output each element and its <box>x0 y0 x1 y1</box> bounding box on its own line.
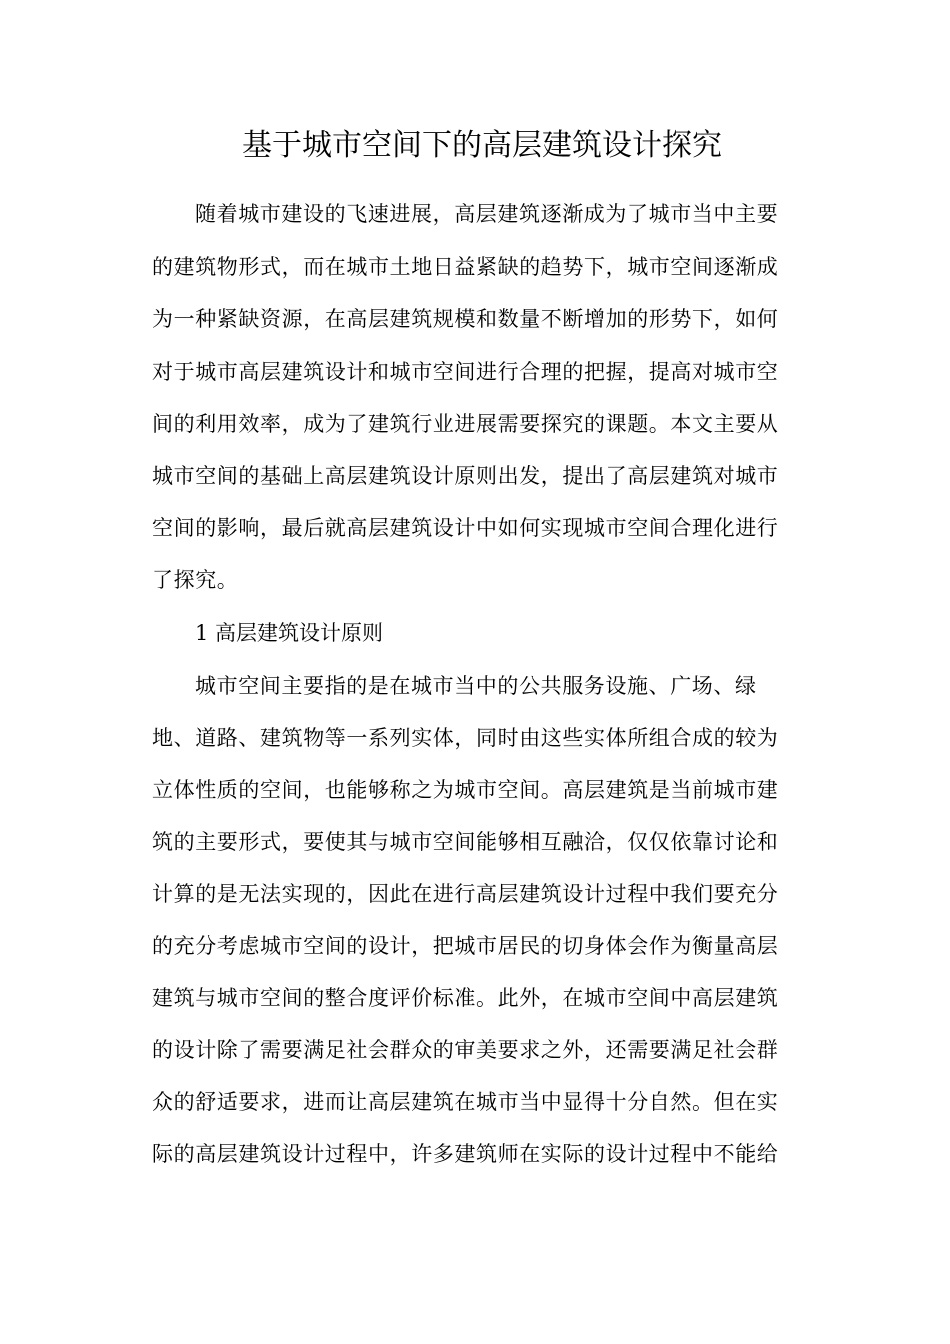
paragraph-line: 地、道路、建筑物等一系列实体，同时由这些实体所组合成的较为 <box>152 726 779 750</box>
paragraph-line: 筑的主要形式，要使其与城市空间能够相互融洽，仅仅依靠讨论和 <box>152 830 779 854</box>
paragraph-line: 城市空间的基础上高层建筑设计原则出发，提出了高层建筑对城市 <box>152 464 779 488</box>
paragraph-line: 建筑与城市空间的整合度评价标准。此外，在城市空间中高层建筑 <box>152 986 779 1010</box>
document-title: 基于城市空间下的高层建筑设计探究 <box>242 128 722 163</box>
paragraph-line: 际的高层建筑设计过程中，许多建筑师在实际的设计过程中不能给 <box>152 1142 779 1166</box>
paragraph-line: 城市空间主要指的是在城市当中的公共服务设施、广场、绿 <box>195 674 757 698</box>
paragraph-line: 的建筑物形式，而在城市土地日益紧缺的趋势下，城市空间逐渐成 <box>152 255 779 279</box>
paragraph-line: 间的利用效率，成为了建筑行业进展需要探究的课题。本文主要从 <box>152 412 779 436</box>
paragraph-line: 空间的影响，最后就高层建筑设计中如何实现城市空间合理化进行 <box>152 516 779 540</box>
paragraph-line: 立体性质的空间，也能够称之为城市空间。高层建筑是当前城市建 <box>152 778 779 802</box>
paragraph-line: 的充分考虑城市空间的设计，把城市居民的切身体会作为衡量高层 <box>152 934 779 958</box>
paragraph-line: 计算的是无法实现的，因此在进行高层建筑设计过程中我们要充分 <box>152 882 779 906</box>
paragraph-line: 随着城市建设的飞速进展，高层建筑逐渐成为了城市当中主要 <box>195 202 779 226</box>
paragraph-line: 为一种紧缺资源，在高层建筑规模和数量不断增加的形势下，如何 <box>152 307 779 331</box>
paragraph-line: 的设计除了需要满足社会群众的审美要求之外，还需要满足社会群 <box>152 1038 779 1062</box>
paragraph-line: 对于城市高层建筑设计和城市空间进行合理的把握，提高对城市空 <box>152 360 779 384</box>
section-heading: 1 高层建筑设计原则 <box>195 621 384 645</box>
paragraph-line: 众的舒适要求，进而让高层建筑在城市当中显得十分自然。但在实 <box>152 1090 779 1114</box>
paragraph-line: 了探究。 <box>152 568 239 592</box>
